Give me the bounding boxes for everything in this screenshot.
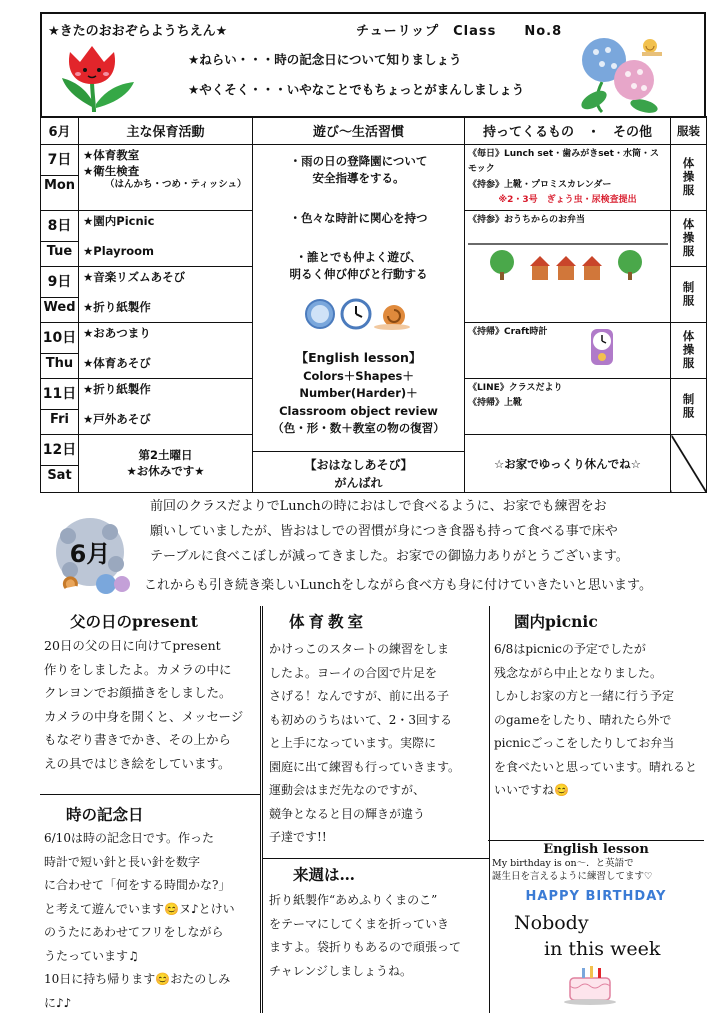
wear-cell: 体操服 <box>671 211 707 267</box>
intro-line: 前回のクラスだよりでLunchの時におはしで食べるように、お家でも練習をお <box>150 499 607 514</box>
picnic-line: いいですね😊 <box>494 783 569 797</box>
father-day-section <box>40 606 261 795</box>
time-day-section <box>40 794 261 1013</box>
bring-item: 《持参》上靴・プロミスカレンダー <box>468 179 612 190</box>
sports-line: 運動会はまだ先なのですが、 <box>269 783 426 797</box>
play-header: 遊び～生活習慣 <box>253 117 465 145</box>
time-day-line: のうたにあわせてフリをしながら <box>44 925 224 939</box>
table-header-row <box>41 117 707 145</box>
bring-header: 持ってくるもの ・ その他 <box>465 117 671 145</box>
activity-cell <box>79 435 253 493</box>
picnic-title: 園内picnic <box>514 612 598 631</box>
clock-illustration <box>585 327 619 367</box>
time-day-line: に♪♪ <box>44 995 72 1010</box>
activity-item: ★体育あそび <box>83 355 151 370</box>
english-title: English lesson <box>543 842 649 857</box>
tulip-illustration <box>48 38 138 114</box>
day-cell <box>41 267 79 323</box>
play-item: ・誰とでも仲よく遊び、 <box>295 249 422 264</box>
wear-cell-empty <box>671 435 707 493</box>
day-cell <box>41 379 79 435</box>
activity-item: ★衛生検査 <box>83 163 140 178</box>
sports-section <box>262 606 490 859</box>
clock-snail-illustration <box>304 297 414 331</box>
happy-birthday-banner: HAPPY BIRTHDAY <box>525 889 667 904</box>
weekday-label: Sat <box>41 465 78 483</box>
weekday-label: Thu <box>41 353 78 371</box>
picnic-line: 6/8はpicnicの予定でしたが <box>494 642 646 656</box>
english-this-week: in this week <box>544 938 661 960</box>
date-label: 10日 <box>42 330 77 347</box>
weekly-schedule-table <box>40 116 707 493</box>
activity-item: 第2土曜日 <box>138 448 193 463</box>
time-day-line: 10日に持ち帰ります😊おたのしみ <box>44 972 231 986</box>
play-item: ・色々な時計に関心を持つ <box>289 210 428 225</box>
intro-line: テーブルに食べこぼしが減ってきました。お家での御協力ありがとうございます。 <box>150 549 629 564</box>
picnic-illustration <box>468 242 668 282</box>
date-label: 8日 <box>47 218 72 235</box>
activity-item: ★お休みです★ <box>126 463 205 478</box>
weekday-label: Mon <box>41 175 78 193</box>
english-section <box>488 840 704 1012</box>
day-cell <box>41 211 79 267</box>
time-day-line: 時計で短い針と長い針を数字 <box>44 854 201 869</box>
table-row <box>41 145 707 211</box>
bring-item: 《LINE》クラスだより <box>468 383 563 394</box>
intro-line: これからも引き続き楽しいLunchをしながら食べ方も身に付けていきたいと思います。 <box>144 578 652 593</box>
sports-line: と上手になっています。実際に <box>269 736 437 750</box>
activity-item: ★折り紙製作 <box>83 299 151 314</box>
activity-item: ★折り紙製作 <box>83 382 151 397</box>
bring-cell <box>465 145 671 211</box>
play-item: ・雨の日の登降園について <box>289 154 428 168</box>
time-day-line: うたっています♫ <box>44 948 139 963</box>
english-lesson-title: 【English lesson】 <box>295 350 422 366</box>
activity-item: ★おあつまり <box>83 326 151 341</box>
date-label: 7日 <box>47 152 72 168</box>
time-day-line: 6/10は時の記念日です。作った <box>44 831 214 845</box>
activity-cell <box>79 379 253 435</box>
time-day-title: 時の記念日 <box>66 805 144 824</box>
next-week-title: 来週は… <box>293 865 356 884</box>
weekday-label: Wed <box>41 297 78 315</box>
story-title: 【おはなしあそび】 <box>253 451 464 474</box>
date-label: 11日 <box>42 386 77 403</box>
picnic-section <box>488 606 704 841</box>
bring-item: 《持参》おうちからのお弁当 <box>468 215 586 226</box>
father-day-line: 20日の父の日に向けてpresent <box>44 638 221 653</box>
sports-line: したよ。ヨーイの合図で片足を <box>269 665 438 680</box>
activity-cell <box>79 267 253 323</box>
header <box>40 12 706 118</box>
sports-line: 園庭に出て練習も行っていきます。 <box>269 759 461 774</box>
activity-item: ★体育教室 <box>83 148 140 162</box>
activity-item: ★園内Picnic <box>83 214 155 229</box>
june-badge-hydrangea <box>50 512 146 598</box>
bring-notice: ※2・3号 ぎょう虫・尿検査提出 <box>498 194 637 205</box>
english-lesson-line: Classroom object review <box>279 403 438 418</box>
father-day-title: 父の日のpresent <box>70 612 198 631</box>
wear-header: 服装 <box>671 117 707 145</box>
father-day-line: カメラの中身を開くと、メッセージ <box>44 708 244 724</box>
activity-note: （はんかち・つめ・ティッシュ） <box>105 179 247 191</box>
monthly-aim: ★ねらい・・・時の記念日について知りましょう <box>188 52 462 67</box>
weekday-label: Tue <box>41 241 78 259</box>
wear-cell: 制服 <box>671 267 707 323</box>
father-day-line: もなぞり書きでかき、その上から <box>44 732 232 747</box>
next-week-line: 折り紙製作“あめふりくまのこ” <box>269 893 438 907</box>
activity-cell <box>79 323 253 379</box>
class-info: チューリップ Class No.8 <box>356 24 563 39</box>
date-label: 12日 <box>42 442 77 459</box>
bring-item: 《持帰》上靴 <box>468 398 523 409</box>
english-lesson-line: （色・形・数＋教室の物の復習） <box>272 420 445 435</box>
picnic-line: しかしお家の方と一緒に行う予定 <box>494 689 675 703</box>
english-lesson-line: Colors＋Shapes＋Number(Harder)＋ <box>299 369 418 401</box>
sports-line: さげる！なんですが、前に出る子 <box>269 689 450 703</box>
june-badge-label: 6月 <box>69 540 111 568</box>
next-week-section <box>262 858 490 1013</box>
hydrangea-illustration <box>572 22 668 114</box>
father-day-line: クレヨンでお顔描きをしました。 <box>44 685 232 700</box>
bring-item: 《持帰》Craft時計 <box>468 327 548 338</box>
sports-line: 子達です!! <box>269 830 327 844</box>
intro-line: 願いしていましたが、皆おはしでの習慣が身につき食器も持って食べる事で床や <box>150 524 618 539</box>
sports-line: 競争となると目の輝きが違う <box>269 806 426 821</box>
story-name: がんばれ <box>334 476 383 490</box>
sports-line: も初めのうちはいて、2・3回する <box>269 712 453 727</box>
picnic-line: を食べたいと思っています。晴れると <box>494 759 698 774</box>
time-day-line: に合わせて「何をする時間かな?」 <box>44 878 231 892</box>
father-day-line: 作りをしましたよ。カメラの中に <box>44 661 232 677</box>
day-cell <box>41 145 79 211</box>
picnic-line: のgameをしたり、晴れたら外で <box>494 712 672 727</box>
date-label: 9日 <box>47 274 72 291</box>
play-item: 安全指導をする。 <box>312 171 405 186</box>
weekday-label: Fri <box>41 409 78 427</box>
wear-cell: 制服 <box>671 379 707 435</box>
english-nobody: Nobody <box>514 912 589 934</box>
activity-cell <box>79 211 253 267</box>
next-week-line: チャレンジしましょうね。 <box>269 963 413 978</box>
picnic-line: picnicごっこをしたりしてお弁当 <box>494 736 675 750</box>
english-note: 誕生日を言えるように練習してます♡ <box>492 871 653 882</box>
activity-item: ★戸外あそび <box>83 411 151 426</box>
newsletter-page <box>40 12 704 1012</box>
next-week-line: をテーマにしてくまを折っていき <box>269 916 450 931</box>
activities-header: 主な保育活動 <box>79 117 253 145</box>
school-name: ★きたのおおぞらようちえん★ <box>48 24 228 39</box>
bring-cell <box>465 211 671 323</box>
bring-item: 《毎日》Lunch set・歯みがきset・水筒・スモック <box>468 149 659 175</box>
sports-title: 体育教室 <box>289 612 368 631</box>
next-week-line: ますよ。袋折りもあるので頑張って <box>269 940 462 954</box>
activity-item: ★音楽リズムあそび <box>83 270 186 285</box>
bring-cell: ☆お家でゆっくり休んでね☆ <box>465 435 671 493</box>
sports-line: かけっこのスタートの練習をしま <box>269 642 450 656</box>
month-header: 6月 <box>41 117 79 145</box>
bring-cell <box>465 323 671 379</box>
activity-item: ★Playroom <box>83 243 155 258</box>
wear-cell: 体操服 <box>671 323 707 379</box>
picnic-line: 残念ながら中止となりました。 <box>494 665 663 680</box>
activity-cell <box>79 145 253 211</box>
play-item: 明るく伸び伸びと行動する <box>289 267 428 281</box>
intro-text <box>150 494 700 569</box>
birthday-cake-icon <box>560 962 620 1006</box>
play-habits-cell <box>253 145 465 493</box>
time-day-line: と考えて遊んでいます😊ヌ♪とけい <box>44 901 235 916</box>
father-day-line: えの具ではじき絵をしています。 <box>44 755 231 771</box>
monthly-promise: ★やくそく・・・いやなことでもちょっとがまんしましょう <box>188 82 525 97</box>
bring-cell <box>465 379 671 435</box>
day-cell <box>41 323 79 379</box>
wear-cell: 体操服 <box>671 145 707 211</box>
day-cell <box>41 435 79 493</box>
english-note: My birthday is on～．と英語で <box>492 858 634 869</box>
